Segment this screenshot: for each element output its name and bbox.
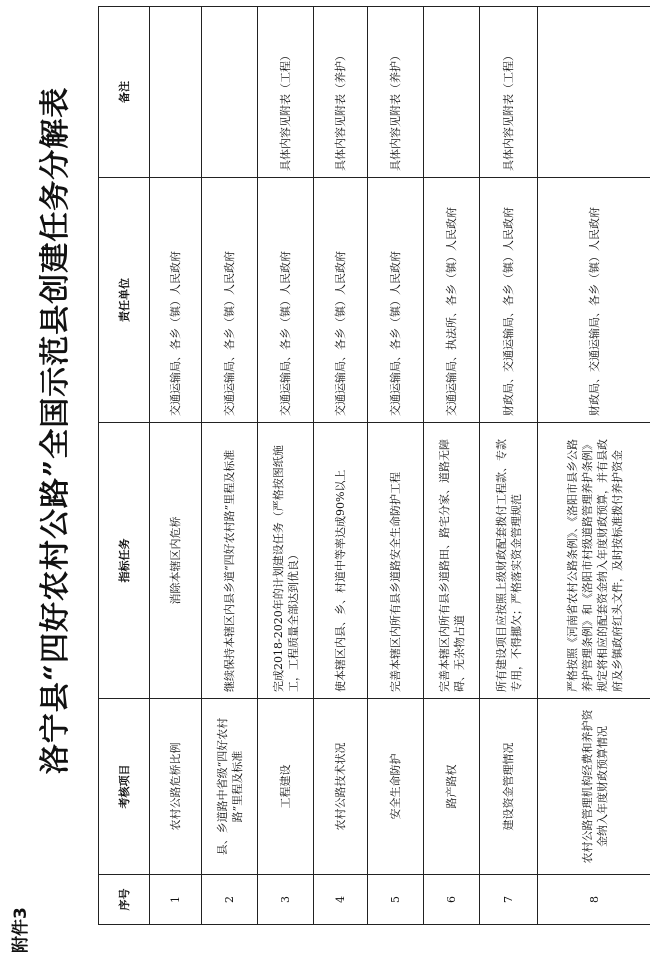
row-serial: 6	[424, 875, 480, 925]
table-header-row	[99, 7, 150, 925]
row-unit: 交通运输局、执法所、各乡（镇）人民政府	[424, 178, 480, 423]
table-row	[424, 7, 480, 925]
row-unit: 交通运输局、各乡（镇）人民政府	[202, 178, 258, 423]
row-note: 具体内容见附表（工程）	[480, 7, 538, 178]
row-serial: 8	[538, 875, 650, 925]
row-note: 具体内容见附表（养护）	[368, 7, 424, 178]
document-title: 洛宁县“四好农村公路”全国示范县创建任务分解表	[38, 86, 73, 775]
row-unit: 财政局、交通运输局、各乡（镇）人民政府	[538, 178, 650, 423]
row-serial: 4	[314, 875, 368, 925]
table-row	[150, 7, 202, 925]
row-note	[424, 7, 480, 178]
row-serial: 7	[480, 875, 538, 925]
row-item: 县、乡道路中省级“四好农村路”里程及标准	[202, 699, 258, 875]
header-note: 备注	[99, 7, 150, 178]
row-item: 农村公路危桥比例	[150, 699, 202, 875]
table-row	[480, 7, 538, 925]
row-task: 消除本辖区内危桥	[150, 423, 202, 699]
row-unit: 财政局、交通运输局、各乡（镇）人民政府	[480, 178, 538, 423]
row-unit: 交通运输局、各乡（镇）人民政府	[258, 178, 314, 423]
row-note: 具体内容见附表（工程）	[258, 7, 314, 178]
row-item: 安全生命防护	[368, 699, 424, 875]
row-item: 路产路权	[424, 699, 480, 875]
row-serial: 1	[150, 875, 202, 925]
row-item: 农村公路管理机构经费和养护资金纳入年度财政预算情况	[538, 699, 650, 875]
row-task: 继续保持本辖区内县乡道“四好农村路”里程及标准	[202, 423, 258, 699]
header-task: 指标任务	[99, 423, 150, 699]
row-item: 建设资金管理情况	[480, 699, 538, 875]
table-row	[202, 7, 258, 925]
row-task: 严格按照《河南省农村公路条例》、《洛阳市县乡公路养护管理条例》和《洛阳市村级道路管理养护条例》规定将相应的配套资金纳入年度财政预算，并有县政府及乡镇政府红头文件，及时按标准拨付养护资金	[538, 423, 650, 699]
row-task: 所有建设项目应按照上级财政配套拨付工程款、专款专用，不得挪欠；严格落实资金管理规范	[480, 423, 538, 699]
row-item: 工程建设	[258, 699, 314, 875]
table-row	[314, 7, 368, 925]
header-unit: 责任单位	[99, 178, 150, 423]
table-row	[538, 7, 650, 925]
row-unit: 交通运输局、各乡（镇）人民政府	[150, 178, 202, 423]
header-serial: 序号	[99, 875, 150, 925]
row-unit: 交通运输局、各乡（镇）人民政府	[368, 178, 424, 423]
header-item: 考核项目	[99, 699, 150, 875]
row-serial: 3	[258, 875, 314, 925]
table-row	[258, 7, 314, 925]
row-serial: 5	[368, 875, 424, 925]
row-task: 使本辖区内县、乡、村道中等率达成90%以上	[314, 423, 368, 699]
row-task: 完善本辖区内所有县乡道路安全生命防护工程	[368, 423, 424, 699]
table-row	[368, 7, 424, 925]
row-task: 完善本辖区内所有县乡道路田、路宅分家、道路无障碍、无杂物占道	[424, 423, 480, 699]
row-note	[202, 7, 258, 178]
row-item: 农村公路技术状况	[314, 699, 368, 875]
row-serial: 2	[202, 875, 258, 925]
row-unit: 交通运输局、各乡（镇）人民政府	[314, 178, 368, 423]
row-note	[538, 7, 650, 178]
task-table	[98, 6, 650, 925]
row-note: 具体内容见附表（养护）	[314, 7, 368, 178]
row-note	[150, 7, 202, 178]
row-task: 完成2018-2020年的计划建设任务（严格按图纸施工，工程质量全部达到优良）	[258, 423, 314, 699]
attachment-label: 附件3	[11, 907, 31, 953]
